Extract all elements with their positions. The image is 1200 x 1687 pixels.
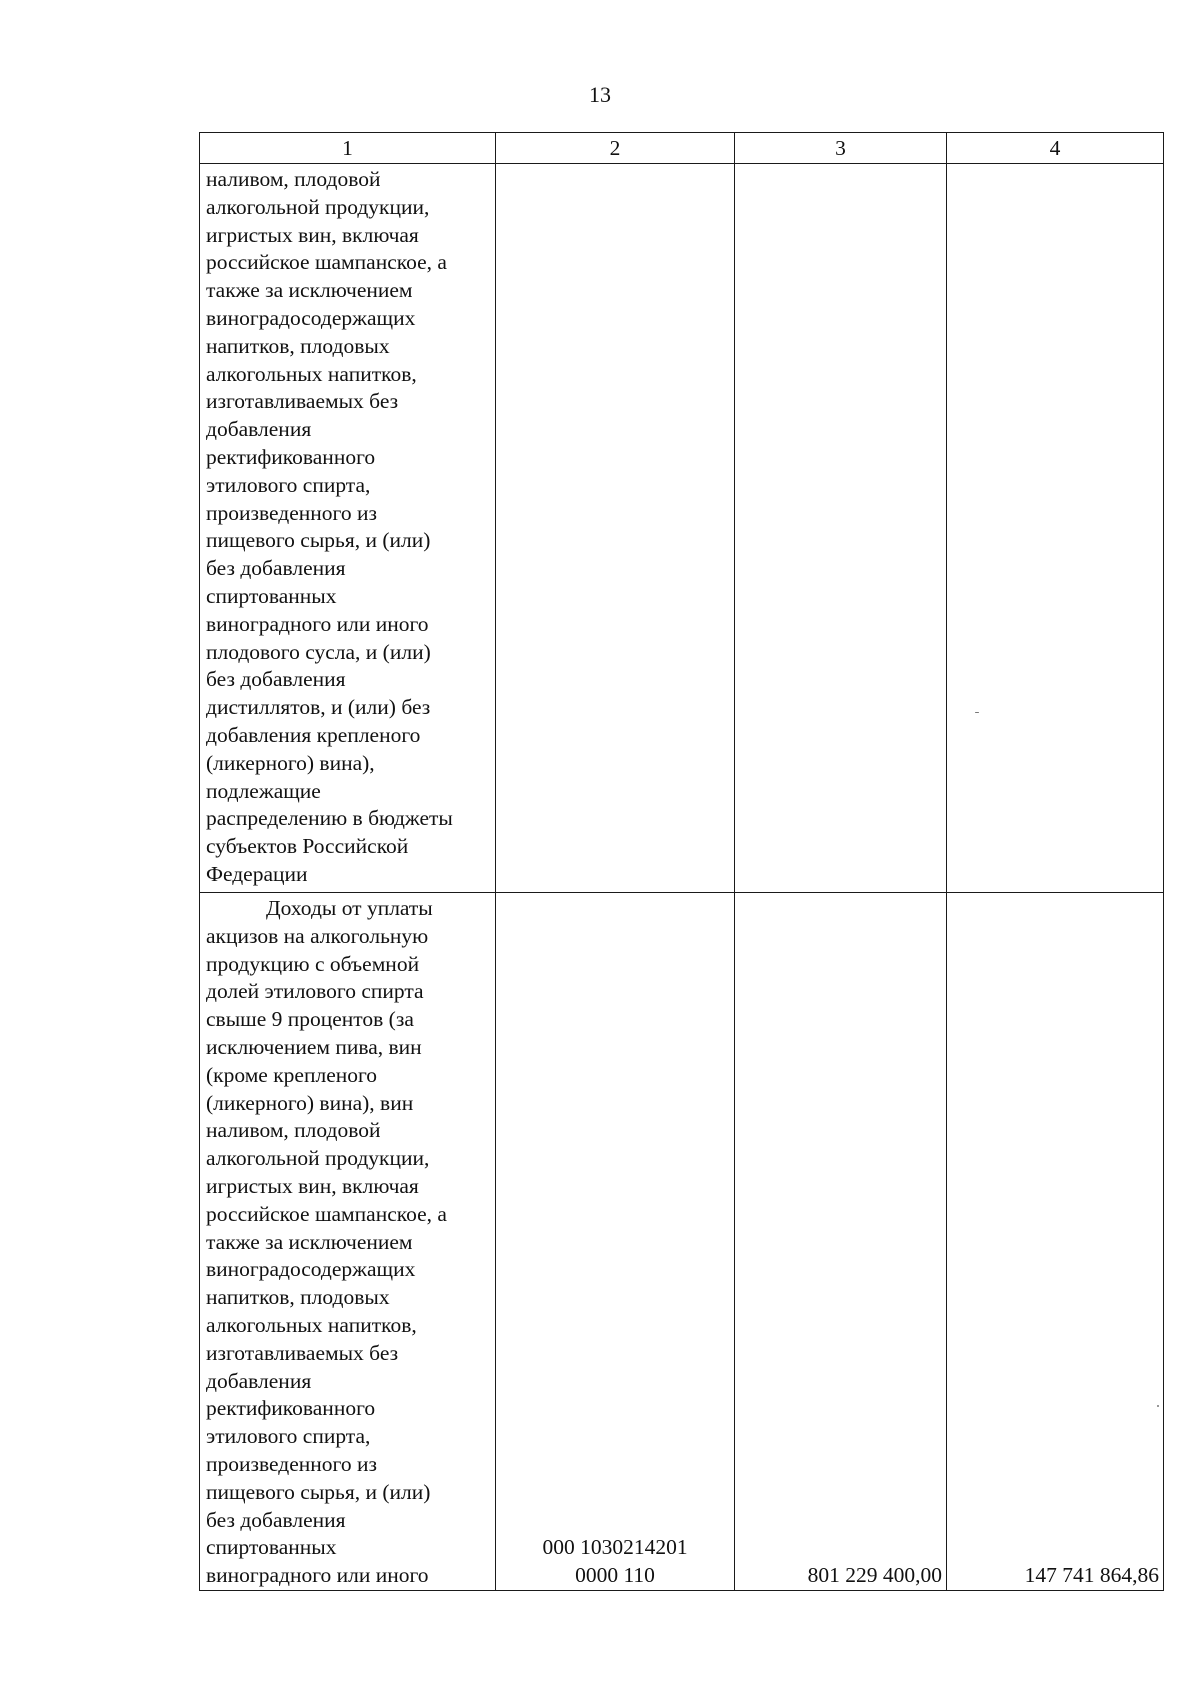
description-line: виноградного или иного (206, 611, 429, 636)
description-line: добавления (206, 417, 312, 442)
description-line: пищевого сырья, и (или) (206, 528, 431, 553)
table-row (200, 893, 1164, 1591)
description-line: долей этилового спирта (206, 979, 424, 1004)
table-header-row (200, 133, 1164, 164)
description-line: субъектов Российской (206, 834, 409, 859)
description-line: Доходы от уплаты (266, 896, 433, 920)
description-line: изготавливаемых без (206, 1340, 399, 1365)
code-line: 000 1030214201 (542, 1535, 688, 1560)
description-line: произведенного из (206, 1451, 377, 1476)
description-line: ректификованного (206, 444, 376, 469)
description-line: без добавления (206, 667, 346, 692)
description-line: (ликерного) вина), вин (206, 1090, 414, 1115)
description-line: добавления (206, 1368, 312, 1393)
description-line: наливом, плодовой (206, 1118, 381, 1143)
description-line: распределению в бюджеты (206, 806, 453, 831)
description-line: спиртованных (206, 1535, 337, 1560)
description-line: (кроме крепленого (206, 1062, 378, 1087)
description-line: свыше 9 процентов (за (206, 1007, 414, 1032)
description-line: российское шампанское, а (206, 1201, 447, 1226)
description-line: игристых вин, включая (206, 222, 419, 247)
column-header-2: 2 (496, 133, 735, 164)
page-number: 13 (589, 82, 611, 107)
description-line: ректификованного (206, 1396, 376, 1421)
description-line: напитков, плодовых (206, 1285, 390, 1310)
description-line: виноградосодержащих (206, 305, 416, 330)
description-line: также за исключением (206, 1229, 413, 1254)
description-line: виноградосодержащих (206, 1257, 416, 1282)
description-line: добавления крепленого (206, 722, 421, 747)
scan-speck (1157, 1405, 1159, 1407)
description-line: алкогольной продукции, (206, 194, 430, 219)
description-line: виноградного или иного (206, 1563, 429, 1588)
column-header-1: 1 (200, 133, 496, 164)
column-header-4: 4 (947, 133, 1164, 164)
description-line: спиртованных (206, 583, 337, 608)
description-line: продукцию с объемной (206, 951, 420, 976)
description-line: дистиллятов, и (или) без (206, 695, 431, 720)
description-line: напитков, плодовых (206, 333, 390, 358)
description-line: без добавления (206, 556, 346, 581)
description-line: наливом, плодовой (206, 167, 381, 191)
row-value-col4 (947, 164, 1164, 893)
description-line: Федерации (206, 861, 308, 886)
code-line: 0000 110 (575, 1563, 655, 1588)
row-description (200, 164, 496, 893)
row-code (496, 164, 735, 893)
description-line: алкогольных напитков, (206, 1312, 417, 1337)
description-line: российское шампанское, а (206, 250, 447, 275)
description-line: этилового спирта, (206, 1424, 371, 1449)
description-line: алкогольной продукции, (206, 1146, 430, 1171)
description-line: также за исключением (206, 278, 413, 303)
table-row (200, 164, 1164, 893)
description-line: этилового спирта, (206, 472, 371, 497)
description-line: плодового сусла, и (или) (206, 639, 431, 664)
scan-speck (975, 712, 979, 713)
description-line: алкогольных напитков, (206, 361, 417, 386)
row-value-col3 (735, 164, 947, 893)
description-line: исключением пива, вин (206, 1034, 422, 1059)
description-line: (ликерного) вина), (206, 750, 375, 775)
row-code (496, 893, 735, 1591)
column-header-3: 3 (735, 133, 947, 164)
description-line: произведенного из (206, 500, 377, 525)
budget-table (199, 132, 1164, 1591)
description-line: игристых вин, включая (206, 1173, 419, 1198)
row-value-col4: 147 741 864,86 (947, 893, 1164, 1591)
description-line: акцизов на алкогольную (206, 923, 429, 948)
row-description (200, 893, 496, 1591)
description-line: изготавливаемых без (206, 389, 399, 414)
description-line: пищевого сырья, и (или) (206, 1479, 431, 1504)
row-value-col3: 801 229 400,00 (735, 893, 947, 1591)
description-line: без добавления (206, 1507, 346, 1532)
description-line: подлежащие (206, 778, 321, 803)
